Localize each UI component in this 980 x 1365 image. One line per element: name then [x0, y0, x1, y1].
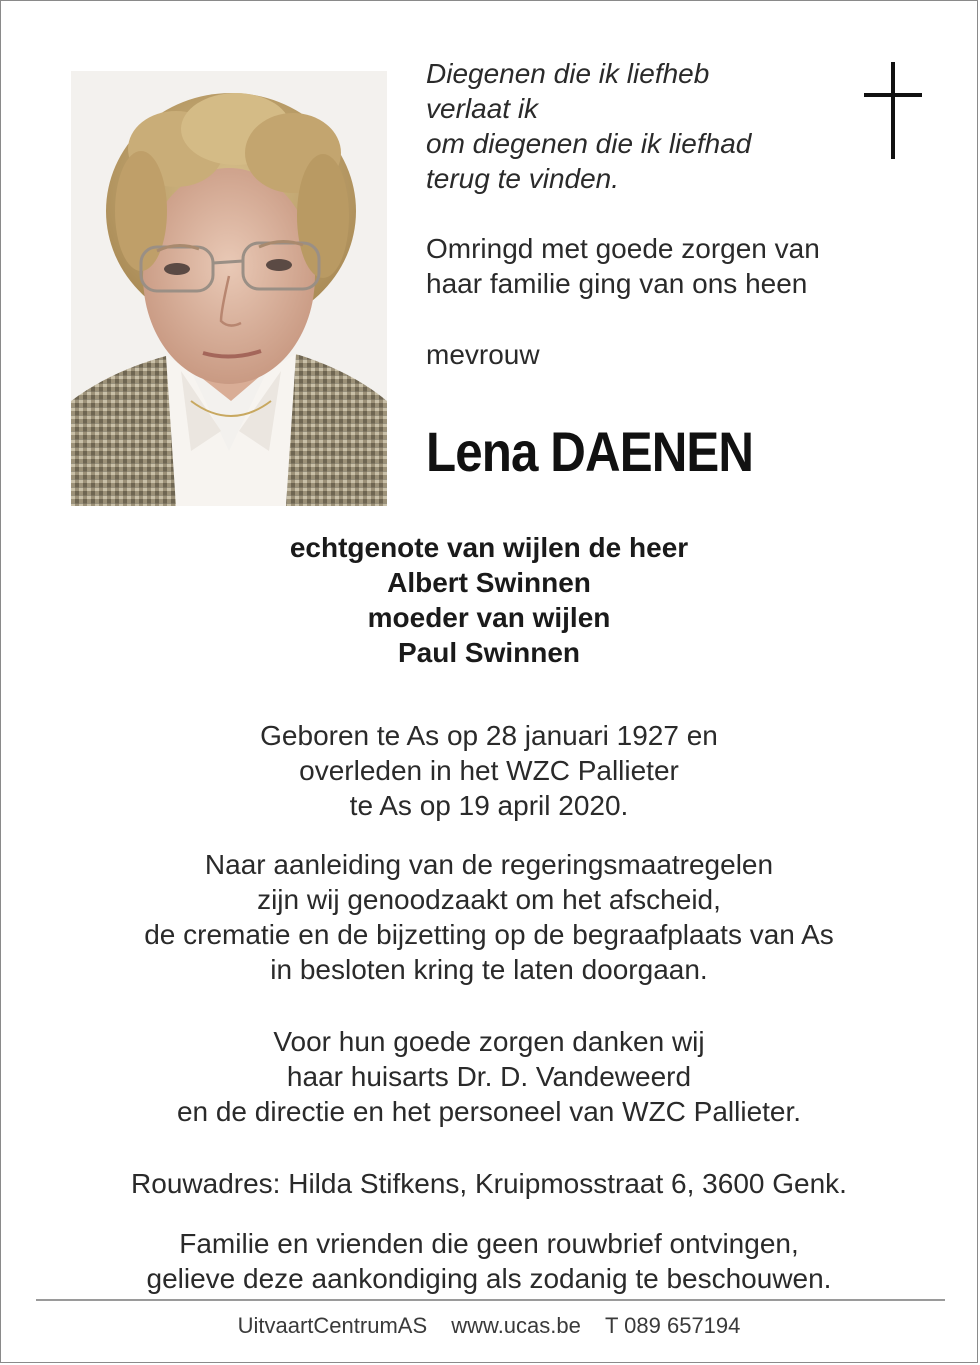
thanks-line: haar huisarts Dr. D. Vandeweerd — [286, 1061, 692, 1092]
mourning-address: Rouwadres: Hilda Stifkens, Kruipmosstraat 6, 3600 Genk. — [131, 1168, 847, 1199]
relations — [0, 530, 978, 670]
footer-company: UitvaartCentrumAS — [237, 1313, 428, 1338]
deceased-name: Lena DAENEN — [426, 420, 754, 483]
intro-text — [426, 231, 820, 301]
thanks-line: en de directie en het personeel van WZC Pallieter. — [176, 1096, 802, 1127]
footer-website-link[interactable]: www.ucas.be — [451, 1313, 581, 1338]
funeral-arrangements — [0, 847, 978, 987]
relation-line: moeder van wijlen — [367, 602, 611, 633]
poem-line: Diegenen die ik liefheb — [426, 58, 710, 89]
poem-line: verlaat ik — [426, 93, 539, 124]
relation-line: Paul Swinnen — [397, 637, 581, 668]
arrangements-line: de crematie en de bijzetting op de begraafplaats van As — [144, 919, 834, 950]
birth-death-details — [0, 718, 978, 823]
arrangements-line: zijn wij genoodzaakt om het afscheid, — [257, 884, 721, 915]
poem-line: terug te vinden. — [426, 163, 620, 194]
birth-death-line: Geboren te As op 28 januari 1927 en — [260, 720, 718, 751]
relation-line: Albert Swinnen — [387, 567, 591, 598]
footer-divider — [36, 1299, 945, 1301]
relation-line: echtgenote van wijlen de heer — [289, 532, 689, 563]
family-note-line: gelieve deze aankondiging als zodanig te beschouwen. — [146, 1263, 832, 1294]
thanks-line: Voor hun goede zorgen danken wij — [273, 1026, 705, 1057]
honorific: mevrouw — [426, 339, 540, 370]
family-note — [0, 1226, 978, 1296]
birth-death-line: te As op 19 april 2020. — [349, 790, 629, 821]
intro-line: haar familie ging van ons heen — [426, 268, 808, 299]
intro-line: Omringd met goede zorgen van — [426, 233, 820, 264]
arrangements-line: in besloten kring te laten doorgaan. — [270, 954, 708, 985]
footer — [0, 1311, 978, 1341]
footer-phone: T 089 657194 — [605, 1313, 741, 1338]
birth-death-line: overleden in het WZC Pallieter — [299, 755, 679, 786]
cross-icon — [864, 62, 922, 159]
portrait-photo — [71, 71, 387, 506]
thanks-note — [0, 1024, 978, 1129]
family-note-line: Familie en vrienden die geen rouwbrief ontvingen, — [179, 1228, 799, 1259]
poem — [426, 56, 751, 196]
poem-line: om diegenen die ik liefhad — [426, 128, 752, 159]
arrangements-line: Naar aanleiding van de regeringsmaatregelen — [204, 849, 774, 880]
